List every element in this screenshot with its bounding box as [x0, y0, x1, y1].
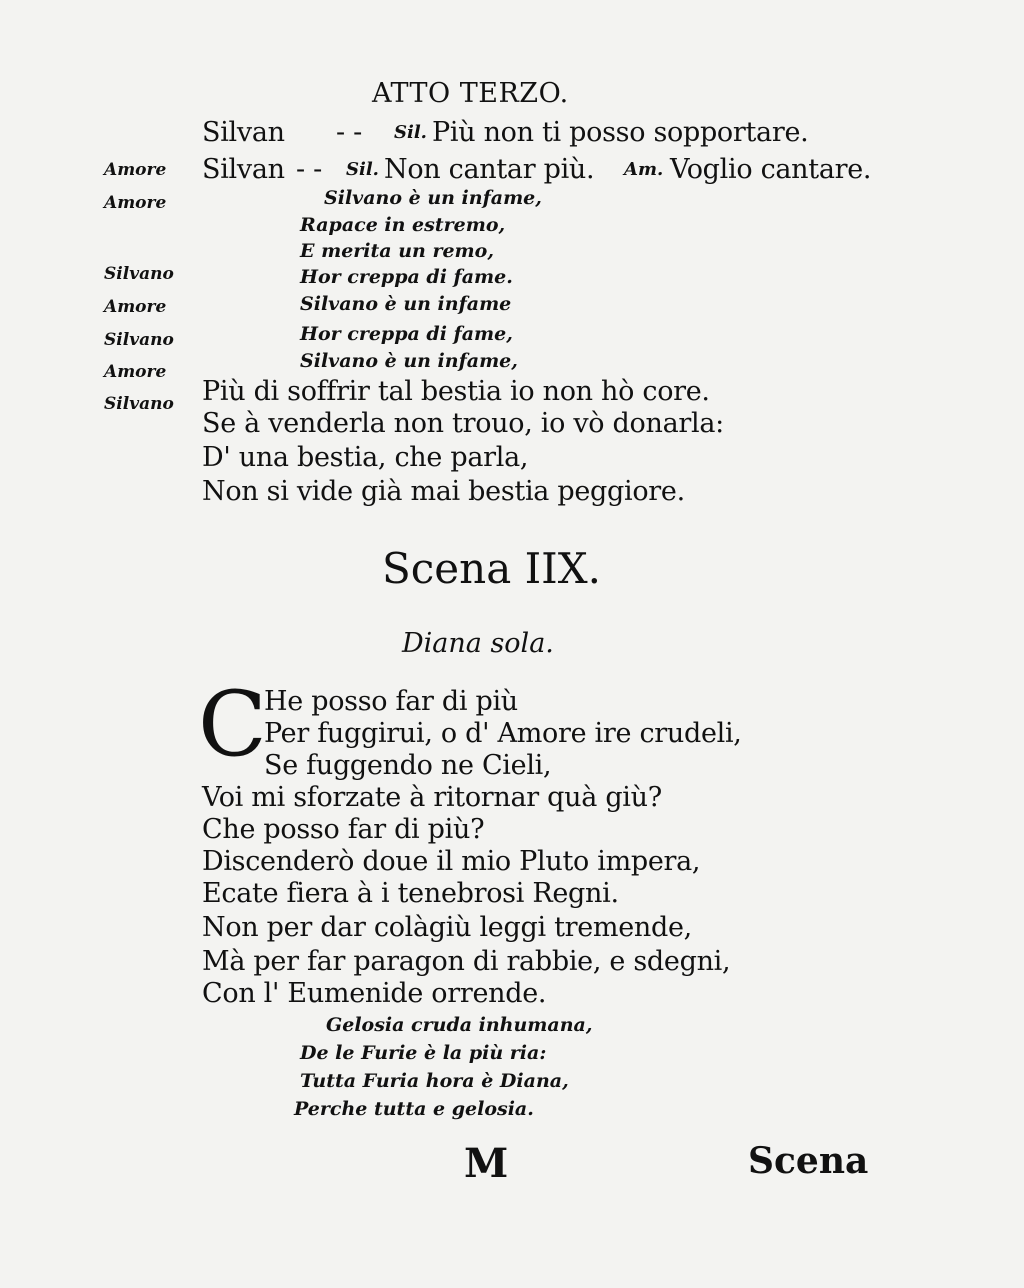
verse-line: Non si vide già mai bestia peggiore.	[202, 476, 685, 507]
verse-line: Mà per far paragon di rabbie, e sdegni,	[202, 946, 731, 977]
signature-mark: M	[464, 1140, 509, 1187]
dialogue-text: Più non ti posso sopportare.	[432, 117, 809, 148]
verse-line: Se à venderla non trouo, io vò donarla:	[202, 408, 724, 439]
song-line: Silvano è un infame,	[324, 187, 542, 209]
speaker-tag: Sil.	[346, 159, 379, 180]
song-line: Silvano è un infame	[300, 293, 512, 315]
verse-line: Ecate fiera à i tenebrosi Regni.	[202, 878, 619, 909]
speaker-label: Silvan	[202, 154, 285, 185]
verse-line: Voi mi sforzate à ritornar quà giù?	[202, 782, 662, 813]
margin-speaker: Amore	[104, 362, 167, 382]
dash: - -	[336, 117, 362, 148]
song-line: Silvano è un infame,	[300, 350, 518, 372]
margin-speaker: Silvano	[104, 330, 174, 350]
margin-speaker: Amore	[104, 193, 167, 213]
closing-line: Perche tutta e gelosia.	[294, 1098, 534, 1120]
scene-subtitle: Diana sola.	[402, 628, 554, 659]
scene-title: Scena IIX.	[382, 544, 602, 593]
verse-line: Che posso far di più?	[202, 814, 485, 845]
dialogue-text: Non cantar più.	[384, 154, 595, 185]
verse-line: D' una bestia, che parla,	[202, 442, 529, 473]
speaker-tag: Am.	[624, 159, 664, 180]
song-line: Hor creppa di fame,	[300, 323, 513, 345]
page-header: ATTO TERZO.	[372, 78, 569, 109]
verse-line: Se fuggendo ne Cieli,	[264, 750, 552, 781]
verse-line: Non per dar colàgiù leggi tremende,	[202, 912, 692, 943]
verse-line: Discenderò doue il mio Pluto impera,	[202, 846, 701, 877]
speaker-label: Silvan	[202, 117, 285, 148]
verse-line: Per fuggirui, o d' Amore ire crudeli,	[264, 718, 742, 749]
verse-line: Con l' Eumenide orrende.	[202, 978, 547, 1009]
dash: - -	[296, 154, 322, 185]
margin-speaker: Silvano	[104, 264, 174, 284]
song-line: Rapace in estremo,	[300, 214, 506, 236]
closing-line: Gelosia cruda inhumana,	[326, 1014, 593, 1036]
song-line: Hor creppa di fame.	[300, 266, 513, 288]
drop-cap: C	[198, 672, 267, 777]
catchword: Scena	[748, 1140, 869, 1182]
speaker-tag: Sil.	[394, 122, 427, 143]
dialogue-text: Voglio cantare.	[670, 154, 872, 185]
verse-line: He posso far di più	[264, 686, 518, 717]
song-line: E merita un remo,	[300, 240, 494, 262]
closing-line: De le Furie è la più ria:	[300, 1042, 547, 1064]
verse-line: Più di soffrir tal bestia io non hò core.	[202, 376, 710, 407]
margin-speaker: Amore	[104, 160, 167, 180]
margin-speaker: Silvano	[104, 394, 174, 414]
margin-speaker: Amore	[104, 297, 167, 317]
closing-line: Tutta Furia hora è Diana,	[300, 1070, 569, 1092]
